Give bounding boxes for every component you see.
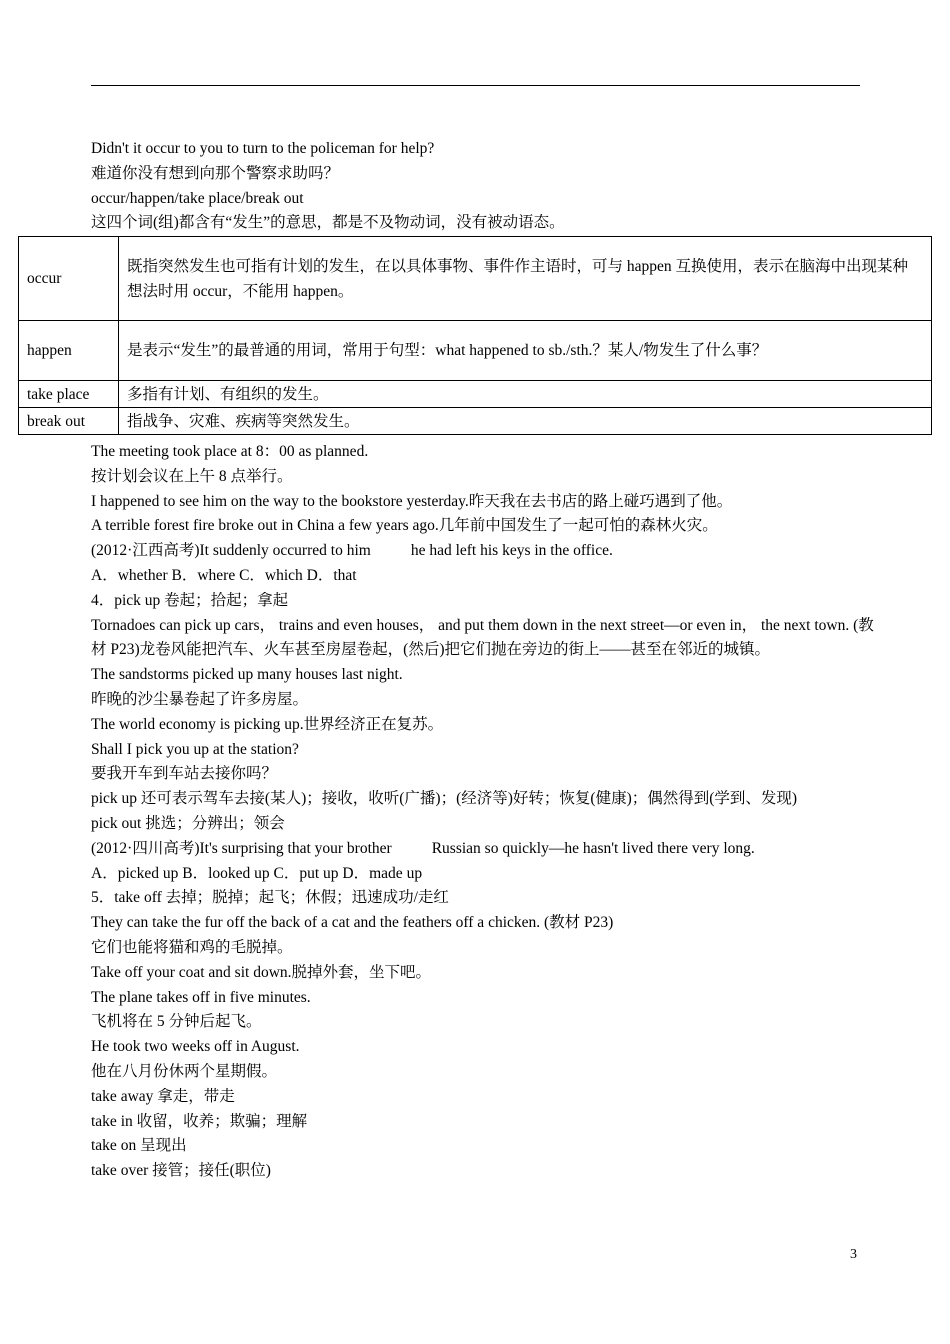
table-row bbox=[19, 321, 932, 381]
text-line: Shall I pick you up at the station? bbox=[91, 740, 299, 758]
text-line: They can take the fur off the back of a cat and the feathers off a chicken. (教材 P23) bbox=[91, 914, 614, 932]
usage-table bbox=[18, 236, 932, 435]
text-line: pick up 还可表示驾车去接(某人)；接收，收听(广播)；(经济等)好转；恢复(健康)；偶然得到(学到、发现) bbox=[91, 790, 798, 808]
table-row bbox=[19, 408, 932, 435]
term-cell: break out bbox=[19, 408, 119, 435]
text-line: 昨晚的沙尘暴卷起了许多房屋。 bbox=[91, 690, 309, 708]
text-line: Take off your coat and sit down.脱掉外套，坐下吧。 bbox=[91, 963, 432, 981]
text-line: take in 收留，收养；欺骗；理解 bbox=[91, 1112, 308, 1130]
question-stem: (2012·江西高考)It suddenly occurred to him bbox=[91, 542, 371, 560]
text-line: The plane takes off in five minutes. bbox=[91, 988, 311, 1006]
text-line: 按计划会议在上午 8 点举行。 bbox=[91, 467, 293, 485]
description-cell: 既指突然发生也可指有计划的发生，在以具体事物、事件作主语时，可与 happen 互换使用，表示在脑海中出现某种想法时用 occur，不能用 happen。 bbox=[119, 237, 932, 321]
description-cell: 指战争、灾难、疾病等突然发生。 bbox=[119, 408, 932, 435]
description-cell: 是表示“发生”的最普通的用词，常用于句型：what happened to sb./sth.？某人/物发生了什么事？ bbox=[119, 321, 932, 381]
header-rule bbox=[91, 85, 860, 86]
term-cell: happen bbox=[19, 321, 119, 381]
text-line: 飞机将在 5 分钟后起飞。 bbox=[91, 1013, 262, 1031]
table-row bbox=[19, 381, 932, 408]
text-line: 要我开车到车站去接你吗？ bbox=[91, 765, 278, 783]
question-stem: (2012·四川高考)It's surprising that your brother bbox=[91, 839, 392, 857]
text-line: A terrible forest fire broke out in China a few years ago.几年前中国发生了一起可怕的森林火灾。 bbox=[91, 517, 718, 535]
word-group-heading: occur/happen/take place/break out bbox=[91, 189, 304, 207]
text-line: take away 拿走，带走 bbox=[91, 1087, 235, 1105]
text-line: The meeting took place at 8：00 as planned. bbox=[91, 443, 369, 460]
exam-question bbox=[91, 539, 891, 564]
section-heading: 5．take off 去掉；脱掉；起飞；休假；迅速成功/走红 bbox=[91, 889, 449, 907]
exam-question bbox=[91, 837, 891, 862]
text-line: take on 呈现出 bbox=[91, 1137, 187, 1155]
description-cell: 多指有计划、有组织的发生。 bbox=[119, 381, 932, 408]
term-cell: occur bbox=[19, 237, 119, 321]
question-options: A．picked up B．looked up C．put up D．made up bbox=[91, 864, 423, 882]
intro-block bbox=[91, 137, 891, 236]
text-line: He took two weeks off in August. bbox=[91, 1038, 300, 1056]
text-line: 他在八月份休两个星期假。 bbox=[91, 1062, 278, 1080]
text-line: pick out 挑选；分辨出；领会 bbox=[91, 814, 285, 832]
question-stem-end: Russian so quickly—he hasn't lived there very long. bbox=[431, 839, 755, 857]
question-options: A．whether B．where C．which D．that bbox=[91, 566, 357, 584]
word-group-note: 这四个词(组)都含有“发生”的意思，都是不及物动词，没有被动语态。 bbox=[91, 214, 565, 232]
example-translation: 难道你没有想到向那个警察求助吗？ bbox=[91, 164, 340, 182]
text-line: The sandstorms picked up many houses last night. bbox=[91, 666, 403, 684]
text-line: The world economy is picking up.世界经济正在复苏。 bbox=[91, 715, 444, 733]
table-row bbox=[19, 237, 932, 321]
text-line: I happened to see him on the way to the bookstore yesterday.昨天我在去书店的路上碰巧遇到了他。 bbox=[91, 492, 733, 510]
term-cell: take place bbox=[19, 381, 119, 408]
example-sentence: Didn't it occur to you to turn to the policeman for help? bbox=[91, 140, 435, 157]
question-stem-end: he had left his keys in the office. bbox=[410, 542, 613, 560]
text-line: 它们也能将猫和鸡的毛脱掉。 bbox=[91, 938, 293, 956]
text-line: take over 接管；接任(职位) bbox=[91, 1162, 271, 1180]
body-block bbox=[91, 440, 891, 1184]
section-heading: 4．pick up 卷起；拾起；拿起 bbox=[91, 591, 289, 609]
page-number: 3 bbox=[850, 1247, 857, 1262]
text-line: Tornadoes can pick up cars， trains and even houses， and put them down in the next street—or even in， the next town. (教材 P23)龙卷风能把汽车、火车甚至房屋卷起，(然后)把它们抛在旁边的街上——甚至在邻近的城镇。 bbox=[91, 616, 874, 659]
